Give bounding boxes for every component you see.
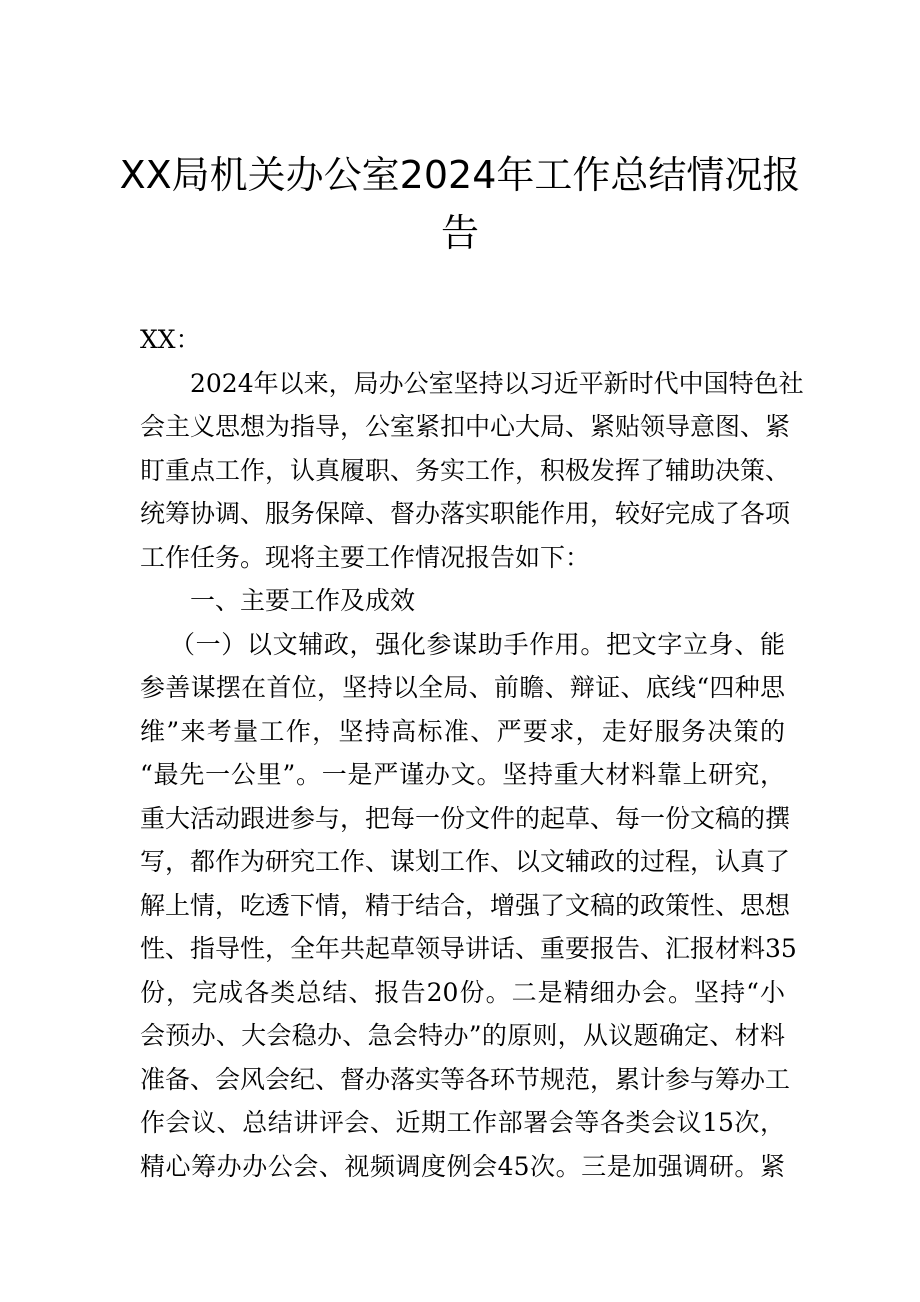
title-line-2: 告 xyxy=(440,211,479,255)
document-title xyxy=(100,146,820,262)
paragraph-line: 维”来考量工作，坚持高标准、严要求，走好服务决策的 xyxy=(140,716,785,746)
paragraph-line: 性、指导性，全年共起草领导讲话、重要报告、汇报材料35 xyxy=(140,934,797,963)
salutation: XX： xyxy=(140,325,201,354)
paragraph-line: “最先一公里”。一是严谨办文。坚持重大材料靠上研究， xyxy=(140,760,785,789)
paragraph-line: 份，完成各类总结、报告20份。二是精细办会。坚持“小 xyxy=(140,977,785,1007)
paragraph-line: 解上情，吃透下情，精于结合，增强了文稿的政策性、思想 xyxy=(140,890,791,920)
paragraph-line: 准备、会风会纪、督办落实等各环节规范，累计参与筹办工 xyxy=(140,1064,791,1094)
paragraph-line: 写，都作为研究工作、谋划工作、以文辅政的过程，认真了 xyxy=(140,847,791,876)
title-line-1: XX局机关办公室2024年工作总结情况报 xyxy=(119,153,801,197)
paragraph-line: 工作任务。现将主要工作情况报告如下： xyxy=(140,542,591,572)
paragraph-line: 盯重点工作，认真履职、务实工作，积极发挥了辅助决策、 xyxy=(140,455,791,485)
paragraph-line: 会预办、大会稳办、急会特办”的原则，从议题确定、材料 xyxy=(140,1021,785,1050)
paragraph-line: 重大活动跟进参与，把每一份文件的起草、每一份文稿的撰 xyxy=(140,803,791,833)
paragraph-line: 参善谋摆在首位，坚持以全局、前瞻、辩证、底线“四种思 xyxy=(140,673,785,702)
paragraph-line: 2024年以来，局办公室坚持以习近平新时代中国特色社 xyxy=(190,368,804,398)
paragraph-line: （一）以文辅政，强化参谋助手作用。把文字立身、能 xyxy=(170,629,785,659)
paragraph-line: 精心筹办办公会、视频调度例会45次。三是加强调研。紧 xyxy=(140,1151,785,1181)
document-body xyxy=(140,318,804,1188)
paragraph-line: 会主义思想为指导，公室紧扣中心大局、紧贴领导意图、紧 xyxy=(140,412,791,441)
section-heading: 一、主要工作及成效 xyxy=(190,586,416,615)
paragraph-line: 统筹协调、服务保障、督办落实职能作用，较好完成了各项 xyxy=(140,499,791,528)
paragraph-line: 作会议、总结讲评会、近期工作部署会等各类会议15次， xyxy=(140,1108,785,1137)
